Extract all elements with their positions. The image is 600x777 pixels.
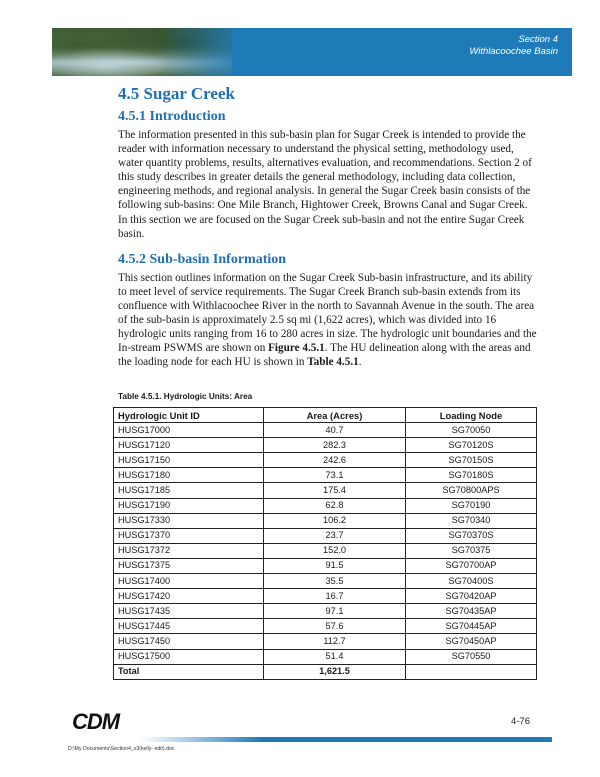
loading-node-cell: SG70120S — [406, 438, 537, 453]
subbasin-heading: 4.5.2 Sub-basin Information — [118, 251, 287, 267]
loading-node-cell: SG70435AP — [406, 604, 537, 619]
page-number: 4-76 — [510, 716, 530, 727]
total-label-cell: Total — [114, 664, 264, 679]
hu-id-cell: HUSG17500 — [114, 649, 264, 664]
loading-node-cell: SG70150S — [406, 453, 537, 468]
table-row — [114, 604, 537, 619]
header-subtitle: Withlacoochee Basin — [469, 46, 558, 57]
intro-paragraph: The information presented in this sub-basin plan for Sugar Creek is intended to provide the reader with information necessary to understand the physical setting, methodology used, water quantity problems, results, alternatives evaluation, and recommendations. Section 2 of this study describes in greater details the general methodology, including data collection, engineering methods, and regional analysis. In general the Sugar Creek basin consists of the following sub-basins: One Mile Branch, Hightower Creek, Browns Canal and Sugar Creek. In this section we are focused on the Sugar Creek sub-basin and not the entire Sugar Creek basin. — [118, 129, 532, 240]
hu-id-cell: HUSG17150 — [114, 453, 264, 468]
total-node-cell — [406, 664, 537, 679]
area-cell: 97.1 — [264, 604, 406, 619]
loading-node-cell: SG70445AP — [406, 619, 537, 634]
table-header-row — [114, 408, 537, 423]
table-row — [114, 483, 537, 498]
subbasin-text-part1: This section outlines information on the Sugar Creek Sub-basin infrastructure, and its ability to meet level of service requirements. The Sugar Creek Branch sub-basin extends from its confluence with Withlacoochee River in the north to Savannah Avenue in the south. The area of the sub-basin is approximately 2.5 sq mi (1,622 acres), which was divided into 16 hydrologic units ranging from 16 to 280 acres in size. The hydrologic unit boundaries and the In-stream PSWMS are shown on — [118, 271, 537, 355]
loading-node-cell: SG70400S — [406, 574, 537, 589]
area-cell: 242.6 — [264, 453, 406, 468]
header-loading-node: Loading Node — [406, 408, 537, 423]
hu-id-cell: HUSG17450 — [114, 634, 264, 649]
area-cell: 106.2 — [264, 513, 406, 528]
table-body — [114, 423, 537, 680]
area-cell: 73.1 — [264, 468, 406, 483]
header-section-label — [469, 34, 558, 58]
table-total-row — [114, 664, 537, 679]
hu-id-cell: HUSG17185 — [114, 483, 264, 498]
table-row — [114, 453, 537, 468]
table-row — [114, 468, 537, 483]
area-cell: 112.7 — [264, 634, 406, 649]
header-photo-fade — [160, 28, 250, 76]
table-row — [114, 589, 537, 604]
hu-id-cell: HUSG17372 — [114, 543, 264, 558]
table-row — [114, 649, 537, 664]
table-caption: Table 4.5.1. Hydrologic Units: Area — [118, 392, 253, 401]
hu-id-cell: HUSG17190 — [114, 498, 264, 513]
loading-node-cell: SG70550 — [406, 649, 537, 664]
loading-node-cell: SG70340 — [406, 513, 537, 528]
subbasin-paragraph — [118, 271, 538, 370]
area-cell: 51.4 — [264, 649, 406, 664]
loading-node-cell: SG70050 — [406, 423, 537, 438]
loading-node-cell: SG70375 — [406, 543, 537, 558]
hu-id-cell: HUSG17120 — [114, 438, 264, 453]
area-cell: 40.7 — [264, 423, 406, 438]
loading-node-cell: SG70420AP — [406, 589, 537, 604]
table-row — [114, 574, 537, 589]
hu-id-cell: HUSG17180 — [114, 468, 264, 483]
subbasin-text-part2: . The HU delineation along with the areas and the loading node for each HU is shown in — [118, 342, 531, 369]
table-row — [114, 558, 537, 573]
area-cell: 152.0 — [264, 543, 406, 558]
loading-node-cell: SG70180S — [406, 468, 537, 483]
loading-node-cell: SG70370S — [406, 528, 537, 543]
table-row — [114, 438, 537, 453]
loading-node-cell: SG70450AP — [406, 634, 537, 649]
area-cell: 23.7 — [264, 528, 406, 543]
area-cell: 35.5 — [264, 574, 406, 589]
hu-id-cell: HUSG17000 — [114, 423, 264, 438]
table-row — [114, 634, 537, 649]
intro-heading: 4.5.1 Introduction — [118, 109, 226, 124]
file-path: D:\My Documents\Section4_v3(kelly- edit).doc — [68, 746, 175, 752]
area-cell: 91.5 — [264, 558, 406, 573]
area-cell: 62.8 — [264, 498, 406, 513]
area-cell: 57.6 — [264, 619, 406, 634]
table-row — [114, 543, 537, 558]
hu-id-cell: HUSG17330 — [114, 513, 264, 528]
table-row — [114, 513, 537, 528]
header-area: Area (Acres) — [264, 408, 406, 423]
total-area-cell: 1,621.5 — [264, 664, 406, 679]
subbasin-text-part3: . — [358, 356, 362, 369]
loading-node-cell: SG70800APS — [406, 483, 537, 498]
cdm-logo: CDM — [72, 709, 120, 734]
header-hu-id: Hydrologic Unit ID — [114, 408, 264, 423]
table-row — [114, 423, 537, 438]
table-row — [114, 528, 537, 543]
hu-id-cell: HUSG17400 — [114, 574, 264, 589]
area-cell: 282.3 — [264, 438, 406, 453]
hu-id-cell: HUSG17435 — [114, 604, 264, 619]
loading-node-cell: SG70700AP — [406, 558, 537, 573]
hydrologic-units-table — [113, 407, 537, 680]
hu-id-cell: HUSG17375 — [114, 558, 264, 573]
hu-id-cell: HUSG17420 — [114, 589, 264, 604]
table-row — [114, 619, 537, 634]
table-reference: Table 4.5.1 — [307, 356, 359, 369]
header-section: Section 4 — [518, 34, 558, 45]
footer-bar — [140, 737, 552, 742]
hu-id-cell: HUSG17370 — [114, 528, 264, 543]
figure-reference: Figure 4.5.1 — [268, 342, 325, 355]
area-cell: 16.7 — [264, 589, 406, 604]
table-row — [114, 498, 537, 513]
area-cell: 175.4 — [264, 483, 406, 498]
hu-id-cell: HUSG17445 — [114, 619, 264, 634]
section-title: 4.5 Sugar Creek — [118, 84, 235, 103]
document-body — [118, 84, 538, 369]
loading-node-cell: SG70190 — [406, 498, 537, 513]
